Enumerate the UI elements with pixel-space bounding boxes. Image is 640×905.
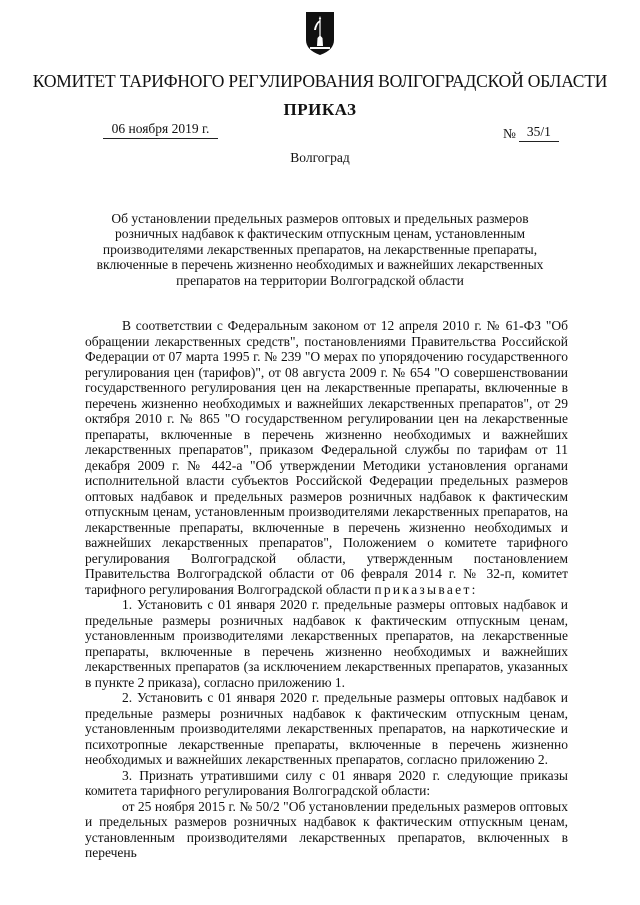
item-2: 2. Установить с 01 января 2020 г. предельные размеры оптовых надбавок и предельные размеры розничных надбавок к фактическим отпускным ценам, установленным производителями лекарственных препаратов, на наркотические и психотропные лекарственные препараты, включенные в перечень жизненно необходимых и важнейших лекарственных препаратов, согласно приложению 2.	[85, 690, 568, 767]
order-word: приказывает:	[374, 581, 478, 597]
volgograd-emblem-icon	[304, 10, 336, 56]
item-3-sub-1: от 25 ноября 2015 г. № 50/2 "Об установлении предельных размеров оптовых и предельных размеров розничных надбавок к фактическим отпускным ценам, установленным производителями лекарственных препаратов, включенных в перечень	[85, 798, 568, 860]
item-1: 1. Установить с 01 января 2020 г. предельные размеры оптовых надбавок и предельные размеры розничных надбавок к фактическим отпускным ценам, установленным производителями лекарственных препаратов, на лекарственные препараты, включенные в перечень жизненно необходимых и важнейших лекарственных препаратов (за исключением лекарственных препаратов, указанных в пункте 2 приказа), согласно приложению 1.	[85, 597, 568, 690]
city: Волгоград	[290, 150, 350, 165]
organization-name: КОМИТЕТ ТАРИФНОГО РЕГУЛИРОВАНИЯ ВОЛГОГРАДСКОЙ ОБЛАСТИ	[32, 71, 608, 91]
document-title: Об установлении предельных размеров оптовых и предельных размеров розничных надбавок к фактическим отпускным ценам, установленным производителями лекарственных препаратов, на лекарственные препараты, включенные в перечень жизненно необходимых и важнейших лекарственных препаратов на территории Волгоградской области	[96, 211, 544, 288]
number-sign: №	[503, 126, 516, 141]
document-number	[503, 124, 559, 142]
document-date: 06 ноября 2019 г.	[103, 121, 218, 139]
item-3: 3. Признать утратившими силу с 01 января 2020 г. следующие приказы комитета тарифного регулирования Волгоградской области:	[85, 767, 568, 798]
preamble-text: В соответствии с Федеральным законом от 12 апреля 2010 г. № 61-ФЗ "Об обращении лекарственных средств", постановлениями Правительства Российской Федерации от 07 марта 1995 г. № 239 "О мерах по упорядочению государственного регулирования цен (тарифов)", от 08 августа 2009 г. № 654 "О совершенствовании государственного регулирования цен на лекарственные препараты, включенные в перечень жизненно необходимых и важнейших лекарственных препаратов", от 29 октября 2010 г. № 865 "О государственном регулировании цен на лекарственные препараты, включенные в перечень жизненно необходимых и важнейших лекарственных препаратов", приказом Федеральной службы по тарифам от 11 декабря 2009 г. № 442-а "Об утверждении Методики установления органами исполнительной власти субъектов Российской Федерации предельных размеров оптовых надбавок и предельных размеров розничных надбавок к фактическим отпускным ценам, установленным производителями лекарственных препаратов, на лекарственные препараты, включенные в перечень жизненно необходимых и важнейших лекарственных препаратов", Положением о комитете тарифного регулирования Волгоградской области, утвержденным постановлением Правительства Волгоградской области от 06 февраля 2014 г. № 32-п, комитет тарифного регулирования Волгоградской области	[85, 318, 568, 597]
document-type: ПРИКАЗ	[283, 100, 357, 119]
number-value: 35/1	[519, 124, 559, 142]
preamble-paragraph	[85, 318, 568, 597]
document-body	[85, 318, 568, 861]
